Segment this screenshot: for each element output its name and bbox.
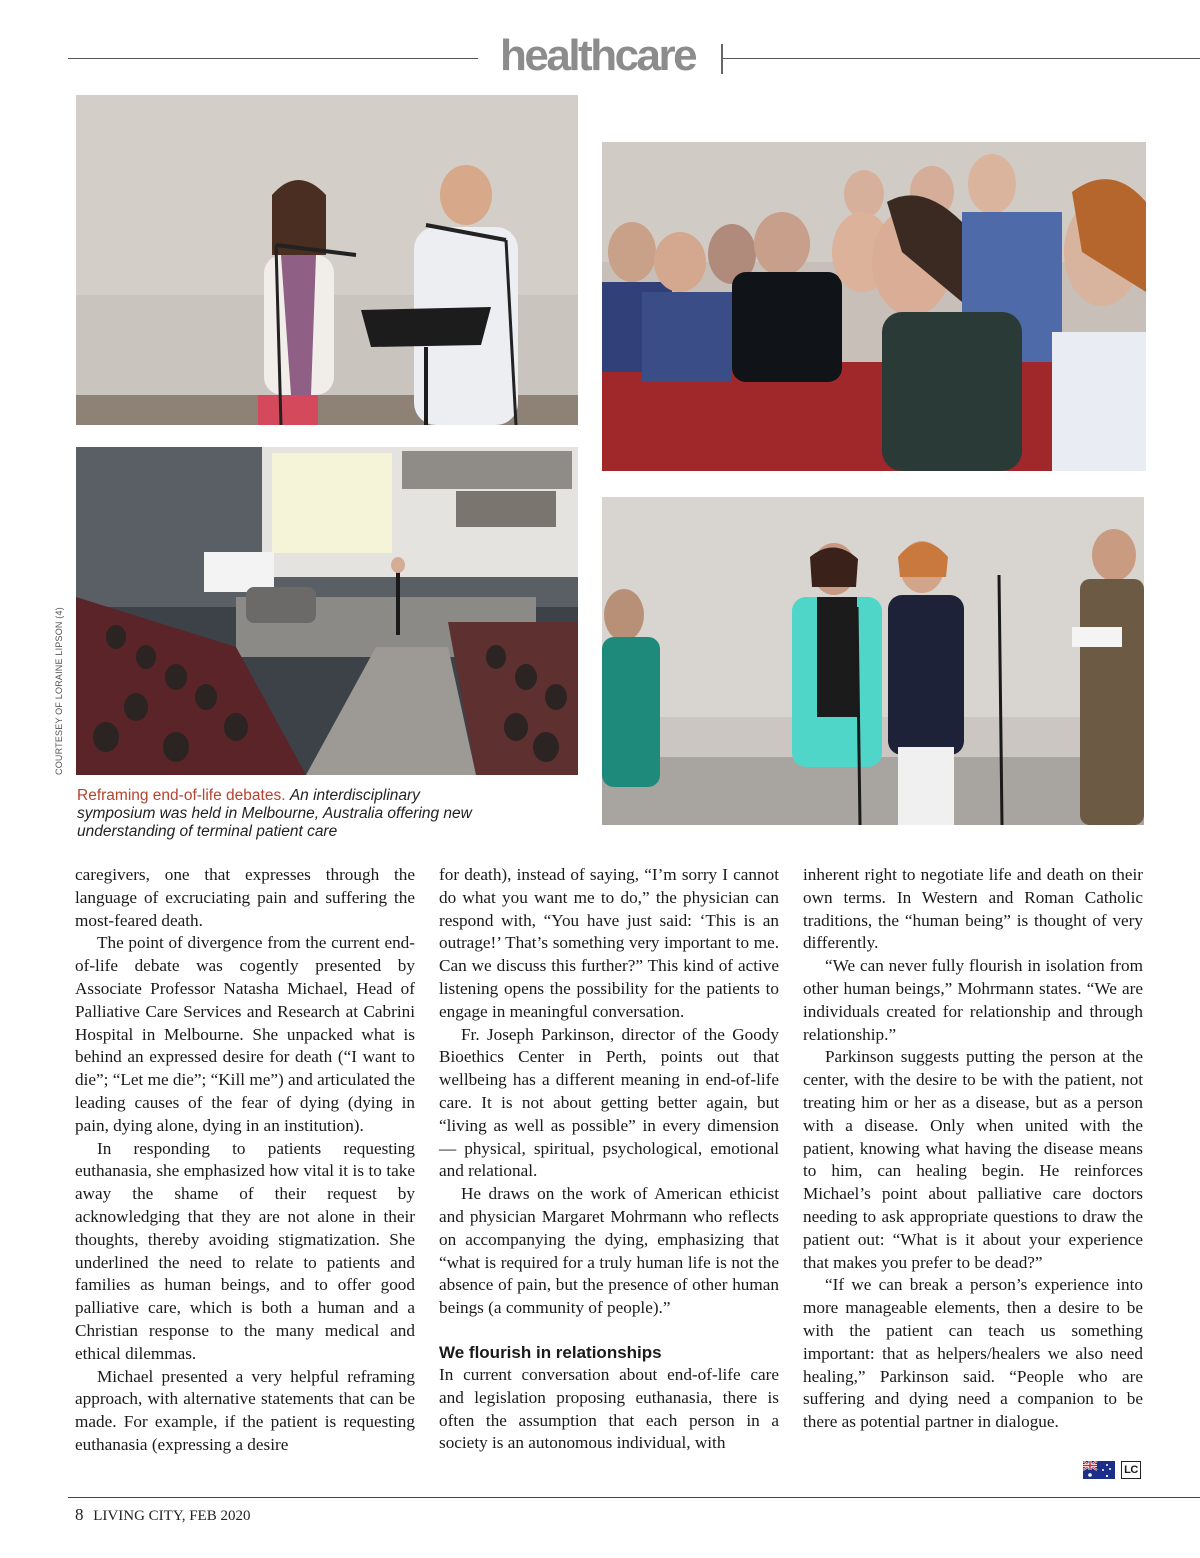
- paragraph: Parkinson suggests putting the person at the center, with the desire to be with the patient, not treating him or her as a disease, but as a person with a disease. Only when united with the patient, knowing what having the disease means to him, can healing begin. He reinforces Michael’s point about palliative care doctors needing to ask appropriate questions to draw the patient out: “What is it about your experience that makes you prefer to be dead?”: [803, 1047, 1143, 1272]
- paragraph: “If we can break a person’s experience into more manageable elements, then a desire to be with the patient can teach us something important: that as helpers/healers we also need healing,” Parkinson said. “People who are suffering and dying need a companion to be there as potential partner in dialogue.: [803, 1275, 1143, 1432]
- publication-name: LIVING CITY, FEB 2020: [93, 1508, 251, 1524]
- header-rule-left: [68, 58, 478, 59]
- paragraph: inherent right to negotiate life and death on their own terms. In Western and Roman Catholic traditions, the “human being” is thought of very differently.: [803, 865, 1143, 953]
- paragraph: “We can never fully flourish in isolation from other human beings,” Mohrmann states. “We are individuals created for relationship and through relationship.”: [803, 956, 1143, 1044]
- paragraph: In current conversation about end-of-life care and legislation proposing euthanasia, there is often the assumption that each person in a society is an autonomous individual, with: [439, 1364, 779, 1453]
- article-column-2: [439, 864, 779, 1455]
- header-rule-right: [723, 58, 1200, 59]
- page-footer: [75, 1505, 250, 1525]
- header-tick: [721, 44, 723, 74]
- caption-lead: Reframing end-of-life debates.: [77, 787, 286, 804]
- caption-text: An interdisciplinary symposium was held in Melbourne, Australia offering new understanding of terminal patient care: [77, 787, 472, 840]
- page-number: 8: [75, 1505, 84, 1524]
- paragraph: caregivers, one that expresses through the language of excruciating pain and suffering the most-feared death.: [75, 865, 415, 930]
- article-column-1: [75, 864, 415, 1457]
- photo-panel-stage: [602, 497, 1144, 825]
- australia-flag-icon: [1083, 1461, 1115, 1479]
- subheading: We flourish in relationships: [439, 1342, 662, 1362]
- photo-caption: [77, 787, 477, 841]
- paragraph: He draws on the work of American ethicist and physician Margaret Mohrmann who reflects on accompanying the dying, emphasizing that “what is required for a truly human life is not the absence of pain, but the presence of other human beings (a community of people).”: [439, 1184, 779, 1318]
- paragraph: The point of divergence from the current end-of-life debate was cogently presented by Associate Professor Natasha Michael, Head of Palliative Care Services and Research at Cabrini Hospital in Melbourne. She unpacked what is behind an expressed desire for death (“I want to die”; “Let me die”; “Kill me”) and articulated the leading causes of the fear of dying (dying in pain, dying alone, dying in an institution).: [75, 933, 415, 1135]
- paragraph: Fr. Joseph Parkinson, director of the Goody Bioethics Center in Perth, points out that wellbeing has a different meaning in end-of-life care. It is not about getting better again, but “living as well as possible” in every dimension — physical, spiritual, psychological, emotional and relational.: [439, 1024, 779, 1181]
- paragraph: In responding to patients requesting euthanasia, she emphasized how vital it is to take away the shame of their request by acknowledging that they are not alone in their thoughts, thereby avoiding stigmatization. She underlined the need to relate to patients and families as human beings, and to offer good palliative care, which is both a human and a Christian response to the many medical and ethical dilemmas.: [75, 1138, 415, 1363]
- article-column-3: [803, 864, 1143, 1434]
- article-end-marks: [1083, 1461, 1141, 1479]
- photo-auditorium: [76, 447, 578, 775]
- photo-speakers-lectern: [76, 95, 578, 425]
- end-mark-logo: LC: [1121, 1461, 1141, 1479]
- footer-rule: [68, 1497, 1200, 1498]
- paragraph: Michael presented a very helpful reframing approach, with alternative statements that can be made. For example, if the patient is requesting euthanasia (expressing a desire: [75, 1366, 415, 1454]
- photo-audience-listening: [602, 142, 1146, 471]
- paragraph: for death), instead of saying, “I’m sorry I cannot do what you want me to do,” the physician can respond with, “You have just said: ‘This is an outrage!’ That’s something very important to me. Can we discuss this further?” This kind of active listening opens the possibility for the patients to engage in meaningful conversation.: [439, 865, 779, 1021]
- section-title: healthcare: [500, 31, 696, 80]
- photo-credit: COURTESEY OF LORAINE LIPSON (4): [54, 607, 64, 775]
